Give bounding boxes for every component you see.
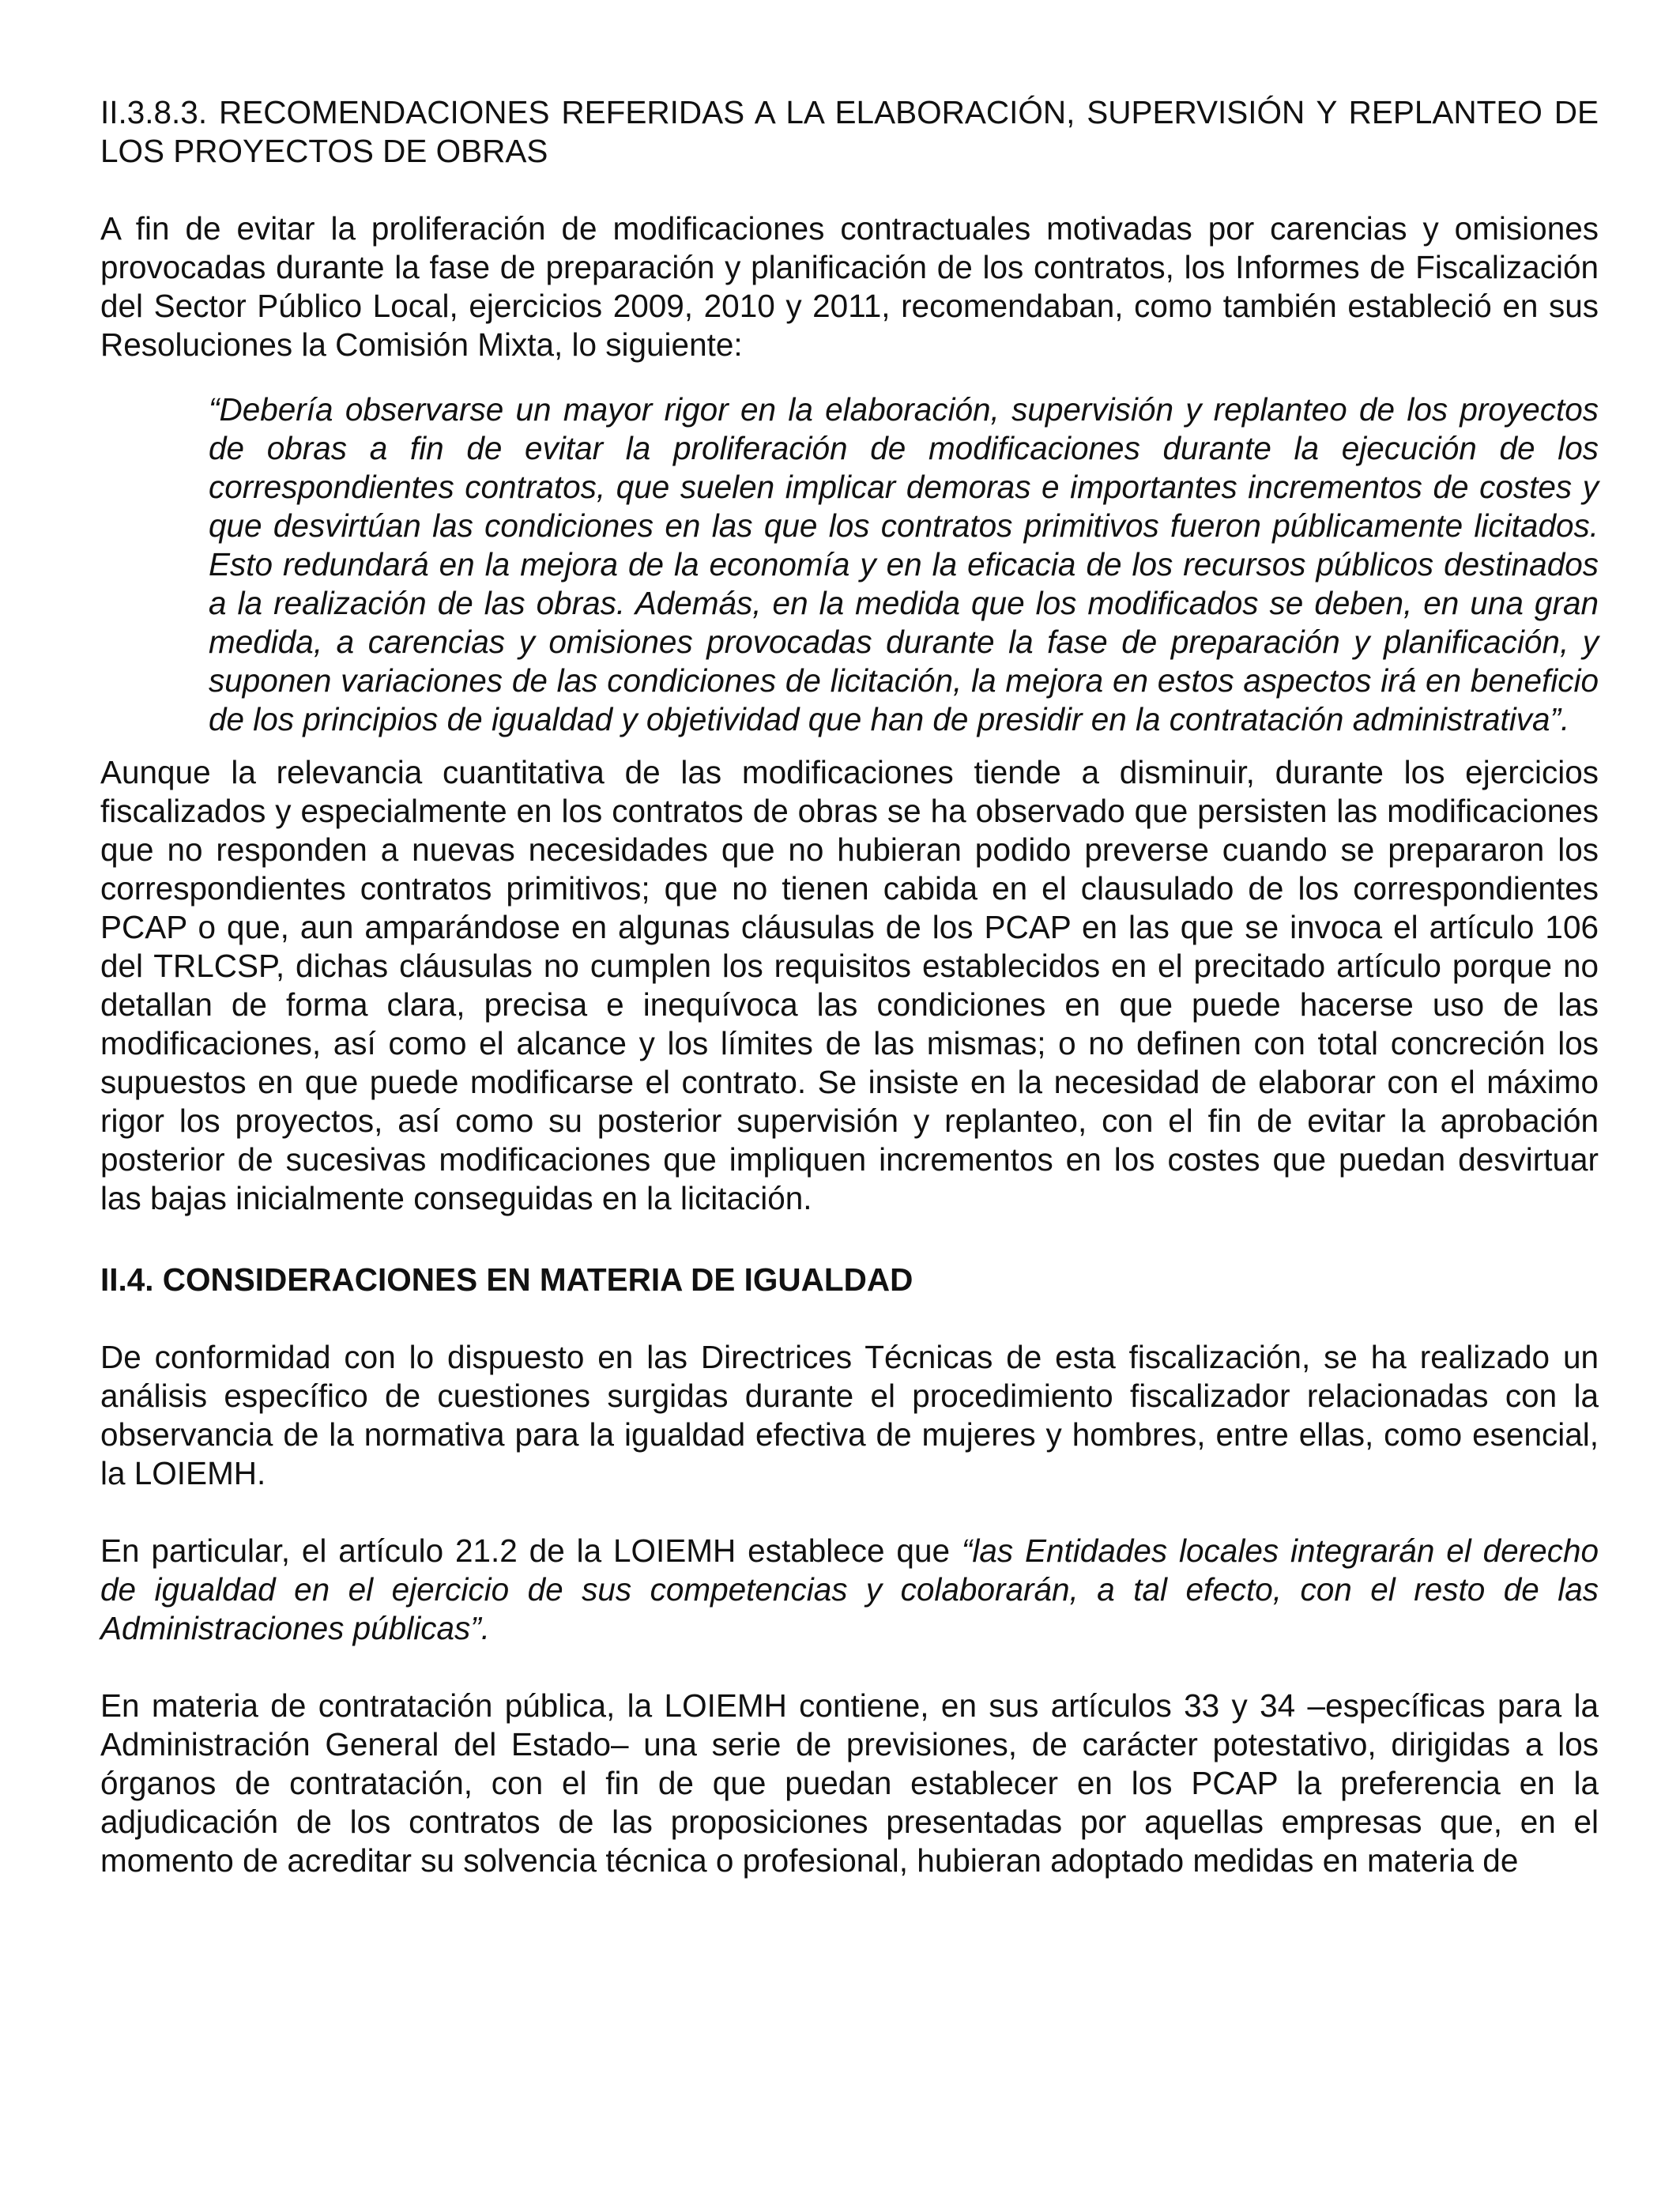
paragraph-contratacion: En materia de contratación pública, la LOIEMH contiene, en sus artículos 33 y 34 –específicas para la Administración General del Estado– una serie de previsiones, de carácter potestativo, dirigidas a los órganos de contratación, con el fin de que puedan establecer en los PCAP la preferencia en la adjudicación de los contratos de las proposiciones presentadas por aquellas empresas que, en el momento de acreditar su solvencia técnica o profesional, hubieran adoptado medidas en materia de	[100, 1687, 1599, 1879]
paragraph-directrices: De conformidad con lo dispuesto en las Directrices Técnicas de esta fiscalización, se ha realizado un análisis específico de cuestiones surgidas durante el procedimiento fiscalizador relacionadas con la observancia de la normativa para la igualdad efectiva de mujeres y hombres, entre ellas, como esencial, la LOIEMH.	[100, 1339, 1599, 1491]
document-page	[100, 93, 1599, 1880]
block-quote: “Debería observarse un mayor rigor en la elaboración, supervisión y replanteo de los proyectos de obras a fin de evitar la proliferación de modificaciones durante la ejecución de los correspondientes contratos, que suelen implicar demoras e importantes incrementos de costes y que desvirtúan las condiciones en las que los contratos primitivos fueron públicamente licitados. Esto redundará en la mejora de la economía y en la eficacia de los recursos públicos destinados a la realización de las obras. Además, en la medida que los modificados se deben, en una gran medida, a carencias y omisiones provocadas durante la fase de preparación y planificación, y suponen variaciones de las condiciones de licitación, la mejora en estos aspectos irá en beneficio de los principios de igualdad y objetividad que han de presidir en la contratación administrativa”.	[209, 391, 1599, 737]
article-21-intro: En particular, el artículo 21.2 de la LOIEMH establece que	[100, 1532, 962, 1569]
article-21-quote: “las Entidades locales integrarán el derecho de igualdad en el ejercicio de sus competencias y colaborarán, a tal efecto, con el resto de las Administraciones públicas”.	[100, 1532, 1599, 1646]
section-heading-igualdad: II.4. CONSIDERACIONES EN MATERIA DE IGUALDAD	[100, 1261, 913, 1298]
paragraph-modifications: Aunque la relevancia cuantitativa de las modificaciones tiende a disminuir, durante los ejercicios fiscalizados y especialmente en los contratos de obras se ha observado que persisten las modificaciones que no responden a nuevas necesidades que no hubieran podido preverse cuando se prepararon los correspondientes contratos primitivos; que no tienen cabida en el clausulado de los correspondientes PCAP o que, aun amparándose en algunas cláusulas de los PCAP en las que se invoca el artículo 106 del TRLCSP, dichas cláusulas no cumplen los requisitos establecidos en el precitado artículo porque no detallan de forma clara, precisa e inequívoca las condiciones en que puede hacerse uso de las modificaciones, así como el alcance y los límites de las mismas; o no definen con total concreción los supuestos en que puede modificarse el contrato. Se insiste en la necesidad de elaborar con el máximo rigor los proyectos, así como su posterior supervisión y replanteo, con el fin de evitar la aprobación posterior de sucesivas modificaciones que impliquen incrementos en los costes que puedan desvirtuar las bajas inicialmente conseguidas en la licitación.	[100, 754, 1599, 1216]
paragraph-intro: A fin de evitar la proliferación de modificaciones contractuales motivadas por carencias y omisiones provocadas durante la fase de preparación y planificación de los contratos, los Informes de Fiscalización del Sector Público Local, ejercicios 2009, 2010 y 2011, recomendaban, como también estableció en sus Resoluciones la Comisión Mixta, lo siguiente:	[100, 210, 1599, 363]
paragraph-article-21	[100, 1532, 1599, 1648]
section-heading: II.3.8.3. RECOMENDACIONES REFERIDAS A LA ELABORACIÓN, SUPERVISIÓN Y REPLANTEO DE LOS PROYECTOS DE OBRAS	[100, 94, 1599, 169]
